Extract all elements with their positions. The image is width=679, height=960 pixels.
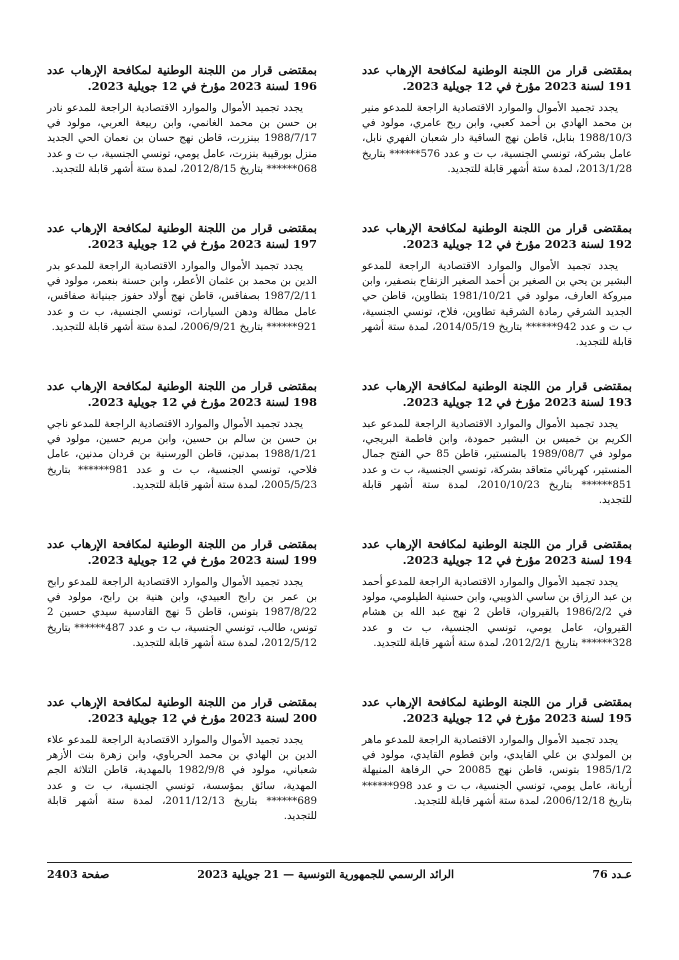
decision-body: يجدد تجميد الأموال والموارد الاقتصادية الراجعة للمدعو علاء الدين بن الهادي بن محمد الحرباوي، وابن زهرة بنت الأزهر شعباني، مولود في 1982/9/8 بالمهدية، قاطن التلاثة الجم المهدية، سائق بمؤسسة، تونسي الجنسية، ب ت و عدد 689****** بتاريخ 2011/12/13، لمدة ستة أشهر قابلة للتجديد. <box>47 734 318 823</box>
decision-entry <box>47 220 317 378</box>
journal-title: الرائد الرسمي للجمهورية التونسية — 21 جويلية 2023 <box>197 868 454 881</box>
decision-body: يجدد تجميد الأموال والموارد الاقتصادية الراجعة للمدعو ماهر بن المولدي بن علي القايدي، وابن فطوم القايدي، مولود في 1985/1/2 بتونس، قاطن نهج 20085 حي الرفاهة المنيهلة أريانة، عامل يومي، تونسي الجنسية، ب ت و عدد 998****** بتاريخ 2006/12/18، لمدة ستة أشهر قابلة للتجديد. <box>362 734 632 807</box>
right-column <box>362 62 632 852</box>
page-footer <box>47 868 632 888</box>
decision-title: بمقتضى قرار من اللجنة الوطنية لمكافحة الإرهاب عدد 200 لسنة 2023 مؤرخ في 12 جويلية 2023. <box>47 695 317 725</box>
decision-title: بمقتضى قرار من اللجنة الوطنية لمكافحة الإرهاب عدد 191 لسنة 2023 مؤرخ في 12 جويلية 2023. <box>362 63 632 93</box>
decision-body: يجدد تجميد الأموال والموارد الاقتصادية الراجعة للمدعو أحمد بن عبد الرزاق بن ساسي الذويبي، وابن حسنية الطيلومي، مولود في 1986/2/2 بالقيروان، قاطن 2 نهج عبد الله بن هشام القيروان، عامل يومي، تونسي الجنسية، ب ت و عدد 328****** بتاريخ 2012/2/1، لمدة ستة أشهر قابلة للتجديد. <box>362 576 633 649</box>
decision-entry <box>47 378 317 536</box>
decision-title: بمقتضى قرار من اللجنة الوطنية لمكافحة الإرهاب عدد 195 لسنة 2023 مؤرخ في 12 جويلية 2023. <box>362 695 632 725</box>
decision-entry <box>47 62 317 220</box>
decision-title: بمقتضى قرار من اللجنة الوطنية لمكافحة الإرهاب عدد 196 لسنة 2023 مؤرخ في 12 جويلية 2023. <box>47 63 317 93</box>
decision-entry <box>47 536 317 694</box>
decision-entry <box>362 536 632 694</box>
decision-body: يجدد تجميد الأموال والموارد الاقتصادية الراجعة للمدعو بدر الدين بن محمد بن عثمان الأعطر، وابن حسنة بنعمر، مولود في 1987/2/11 بصفاقس، قاطن نهج أولاد حفوز جبنيانة صفاقس، عامل مطالة ودهن السيارات، تونسي الجنسية، ب ت و عدد 921****** بتاريخ 2006/9/21، لمدة ستة أشهر قابلة للتجديد. <box>47 260 317 333</box>
decision-body: يجدد تجميد الأموال والموارد الاقتصادية الراجعة للمدعو نادر بن حسن بن محمد الغانمي، وابن ربيعة العربي، مولود في 1988/7/17 ببنزرت، قاطن نهج حسان بن نعمان الحي الجديد منزل بورقيبة بنزرت، عامل يومي، تونسي الجنسية، ب ت و عدد 068****** بتاريخ 2012/8/15، لمدة ستة أشهر قابلة للتجديد. <box>47 102 317 175</box>
decision-title: بمقتضى قرار من اللجنة الوطنية لمكافحة الإرهاب عدد 198 لسنة 2023 مؤرخ في 12 جويلية 2023. <box>47 379 317 409</box>
decision-title: بمقتضى قرار من اللجنة الوطنية لمكافحة الإرهاب عدد 199 لسنة 2023 مؤرخ في 12 جويلية 2023. <box>47 537 317 567</box>
page-number: صفحة 2403 <box>47 868 110 881</box>
decision-title: بمقتضى قرار من اللجنة الوطنية لمكافحة الإرهاب عدد 193 لسنة 2023 مؤرخ في 12 جويلية 2023. <box>362 379 632 409</box>
decision-title: بمقتضى قرار من اللجنة الوطنية لمكافحة الإرهاب عدد 194 لسنة 2023 مؤرخ في 12 جويلية 2023. <box>362 537 632 567</box>
decision-body: يجدد تجميد الأموال والموارد الاقتصادية الراجعة للمدعو منير بن محمد الهادي بن أحمد كعبي، وابن ربح عامري، مولود في 1988/10/3 بنابل، قاطن نهج الساقية دار شعبان الفهري نابل، عامل بشركة، تونسي الجنسية، ب ت و عدد 576****** بتاريخ 2013/1/28، لمدة ستة أشهر قابلة للتجديد. <box>362 102 632 175</box>
decision-entry <box>362 378 632 536</box>
decision-title: بمقتضى قرار من اللجنة الوطنية لمكافحة الإرهاب عدد 192 لسنة 2023 مؤرخ في 12 جويلية 2023. <box>362 221 632 251</box>
decision-title: بمقتضى قرار من اللجنة الوطنية لمكافحة الإرهاب عدد 197 لسنة 2023 مؤرخ في 12 جويلية 2023. <box>47 221 317 251</box>
decision-body: يجدد تجميد الأموال والموارد الاقتصادية الراجعة للمدعو رابح بن عمر بن رابح العبيدي، وابن هنية بن رابح، مولود في 1987/8/22 بتونس، قاطن 5 نهج القادسية سيدي حسين 2 تونس، طالب، تونسي الجنسية، ب ت و عدد 487****** بتاريخ 2012/5/12، لمدة ستة أشهر قابلة للتجديد. <box>47 576 317 649</box>
issue-number: عـدد 76 <box>592 868 632 881</box>
decision-entry <box>362 62 632 220</box>
decision-entry <box>47 694 317 852</box>
footer-divider <box>47 862 632 863</box>
decision-body: يجدد تجميد الأموال والموارد الاقتصادية الراجعة للمدعو عبد الكريم بن خميس بن البشير حمودة، وابن فاطمة البريجي، مولود في 1989/08/7 بالمنستير، قاطن 85 حي الفتح جمال المنستير، كهربائي متعاقد بشركة، تونسي الجنسية، ب ت و عدد 851****** بتاريخ 2010/10/23، لمدة ستة أشهر قابلة للتجديد. <box>362 418 632 507</box>
decision-body: يجدد تجميد الأموال والموارد الاقتصادية الراجعة للمدعو ناجي بن حسن بن سالم بن حسين، وابن مريم حسين، مولود في 1988/1/21 بمدنين، قاطن الورسنية بن قردان مدنين، عامل فلاحي، تونسي الجنسية، ب ت و عدد 981****** بتاريخ 2005/5/23، لمدة ستة أشهر قابلة للتجديد. <box>47 418 317 491</box>
decision-entry <box>362 220 632 378</box>
decision-body: يجدد تجميد الأموال والموارد الاقتصادية الراجعة للمدعو البشير بن يحي بن الصغير بن أحمد الصغير الزنقاح بنصفير، وابن مبروكة العارف، مولود في 1981/10/21 بتطاوين، قاطن حي الجديد الشرقي رمادة الشرقية تطاوين، فلاح، تونسي الجنسية، ب ت و عدد 942****** بتاريخ 2014/05/19، لمدة ستة أشهر قابلة للتجديد. <box>362 260 632 349</box>
left-column <box>47 62 317 852</box>
decision-entry <box>362 694 632 852</box>
